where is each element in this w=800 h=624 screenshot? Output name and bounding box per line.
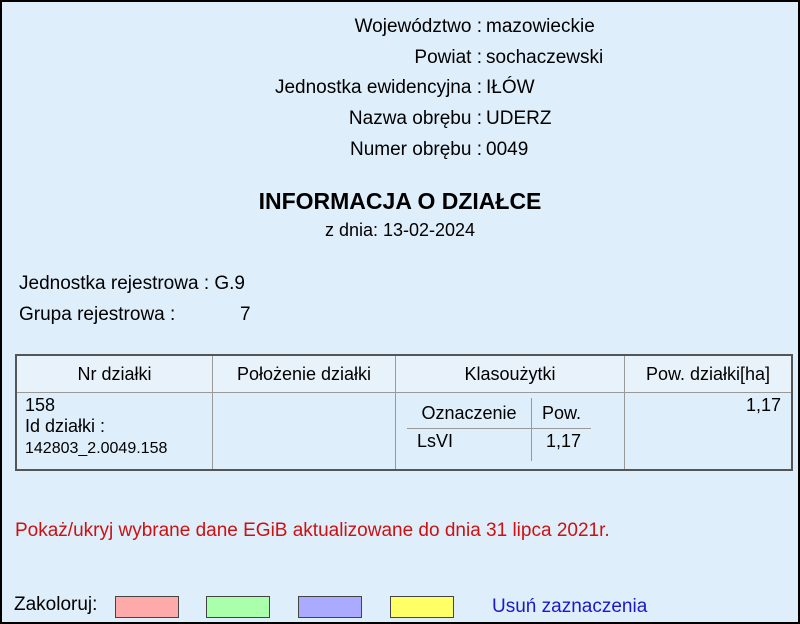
registry-group-value: 7: [240, 304, 251, 325]
registry-unit-label: Jednostka rejestrowa :: [19, 273, 210, 294]
wojewodztwo-label: Województwo :: [354, 16, 482, 37]
parcel-area-cell: 1,17: [625, 393, 793, 471]
parcel-id-label: Id działki :: [25, 416, 106, 436]
col-polozenie: Położenie działki: [213, 355, 396, 393]
powiat-label: Powiat :: [414, 47, 482, 68]
land-use-table: [407, 398, 591, 461]
jednostka-row: [2, 77, 800, 99]
parcel-id-value: 142803_2.0049.158: [25, 440, 168, 457]
color-swatch-green[interactable]: [206, 596, 270, 618]
col-nr-dzialki: Nr działki: [16, 355, 213, 393]
colorize-label: Zakoloruj:: [14, 594, 98, 615]
parcel-number-cell: [16, 393, 213, 471]
parcel-location-cell: [213, 393, 396, 471]
numer-obrebu-value: 0049: [486, 139, 529, 160]
powiat-row: [2, 47, 800, 69]
jednostka-value: IŁÓW: [486, 77, 535, 98]
registry-unit-value: G.9: [214, 273, 245, 294]
wojewodztwo-value: mazowieckie: [486, 16, 595, 37]
land-use-col-pow: Pow.: [532, 398, 592, 429]
parcel-number: 158: [25, 395, 56, 415]
numer-obrebu-label: Numer obrębu :: [349, 139, 482, 160]
land-use-row: [407, 429, 591, 462]
land-use-area: 1,17: [532, 429, 592, 462]
parcel-table-header: [16, 355, 792, 393]
jednostka-label: Jednostka ewidencyjna :: [274, 77, 482, 98]
registry-unit-row: [19, 273, 245, 295]
parcel-table: [15, 354, 793, 471]
nazwa-obrebu-label: Nazwa obrębu :: [348, 108, 482, 129]
page-title: INFORMACJA O DZIAŁCE: [258, 188, 542, 214]
col-klasouzytki: Klasoużytki: [396, 355, 625, 393]
registry-group-row: [19, 304, 251, 326]
color-swatch-yellow[interactable]: [390, 596, 454, 618]
registry-group-label: Grupa rejestrowa :: [19, 304, 176, 325]
toggle-egib-data-link[interactable]: Pokaż/ukryj wybrane dane EGiB aktualizowane do dnia 31 lipca 2021r.: [15, 520, 610, 541]
numer-obrebu-row: [2, 139, 800, 161]
clear-selection-link[interactable]: Usuń zaznaczenia: [492, 596, 648, 617]
nazwa-obrebu-row: [2, 108, 800, 130]
land-use-cell: [396, 393, 625, 471]
report-date: z dnia: 13-02-2024: [324, 220, 476, 240]
land-use-col-oznaczenie: Oznaczenie: [407, 398, 532, 429]
table-row: [16, 393, 792, 471]
color-swatch-blue[interactable]: [298, 596, 362, 618]
col-pow-dzialki: Pow. działki[ha]: [625, 355, 793, 393]
land-use-code: LsVI: [417, 431, 454, 451]
powiat-value: sochaczewski: [486, 47, 604, 68]
wojewodztwo-row: [2, 16, 800, 38]
color-swatch-red[interactable]: [115, 596, 179, 618]
colorize-toolbar: [14, 594, 648, 620]
nazwa-obrebu-value: UDERZ: [486, 108, 552, 129]
